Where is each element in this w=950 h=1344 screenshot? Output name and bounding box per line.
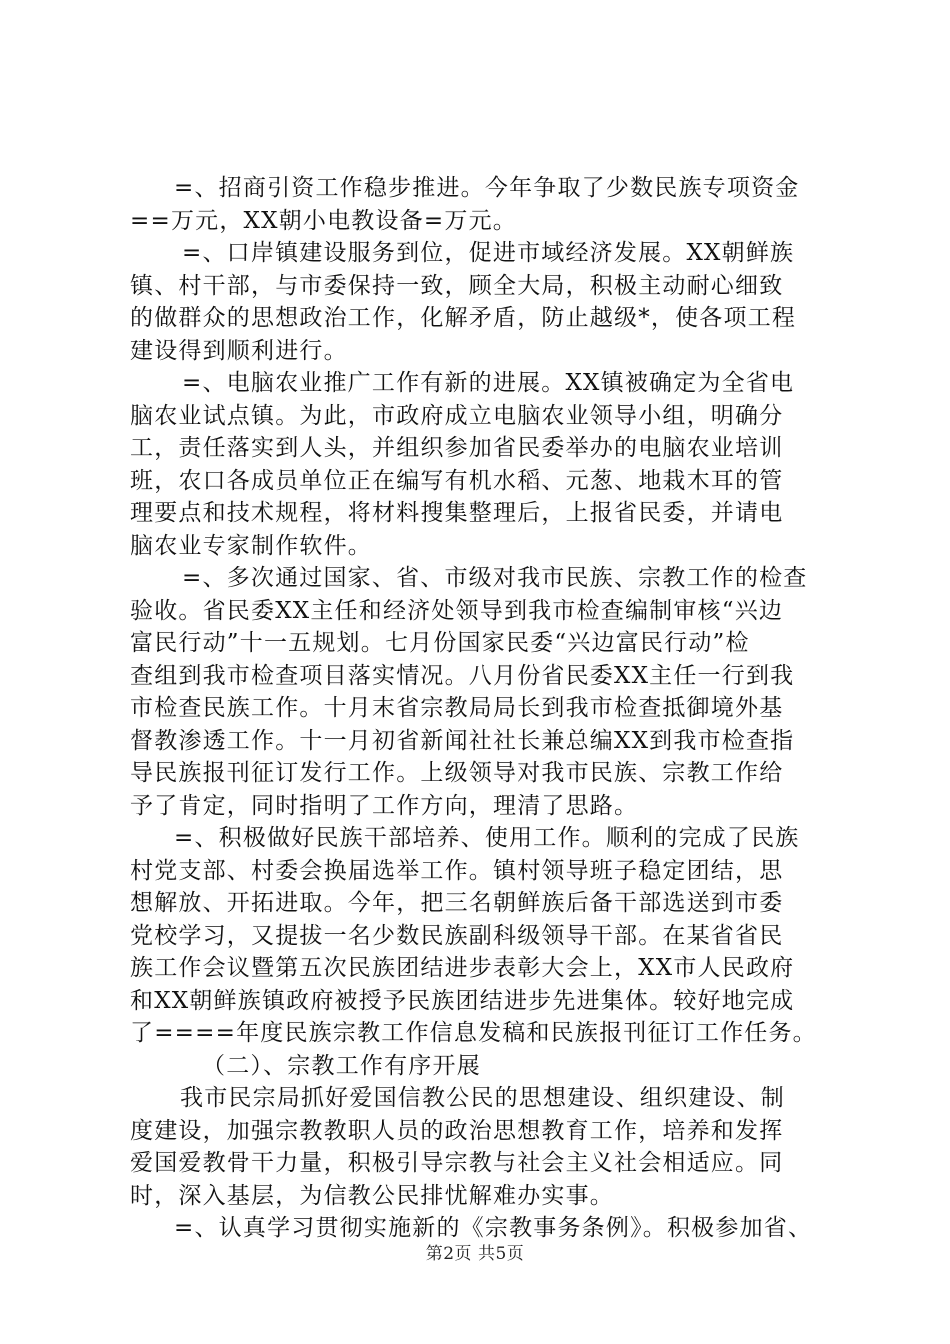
text-line: =、认真学习贯彻实施新的《宗教事务条例》。积极参加省、 bbox=[174, 1215, 813, 1241]
text-line: 的做群众的思想政治工作，化解矛盾，防止越级*，使各项工程 bbox=[130, 305, 797, 331]
text-line: =、口岸镇建设服务到位，促进市域经济发展。XX朝鲜族 bbox=[182, 240, 795, 266]
text-line: 村党支部、村委会换届选举工作。镇村领导班子稳定团结，思 bbox=[130, 857, 784, 884]
text-line: 镇、村干部，与市委保持一致，顾全大局，积极主动耐心细致 bbox=[130, 272, 784, 299]
text-line: 理要点和技术规程，将材料搜集整理后，上报省民委，并请电 bbox=[130, 500, 784, 526]
text-line: =、积极做好民族干部培养、使用工作。顺利的完成了民族 bbox=[174, 825, 800, 851]
text-line: 建设得到顺利进行。 bbox=[130, 337, 348, 364]
text-line: 想解放、开拓进取。今年，把三名朝鲜族后备干部选送到市委 bbox=[130, 890, 784, 916]
text-line: 予了肯定，同时指明了工作方向，理清了思路。 bbox=[130, 792, 639, 819]
text-line: 爱国爱教骨干力量，积极引导宗教与社会主义社会相适应。同 bbox=[130, 1150, 784, 1176]
text-line: 和XX朝鲜族镇政府被授予民族团结进步先进集体。较好地完成 bbox=[130, 987, 795, 1014]
text-line: 市检查民族工作。十月末省宗教局局长到我市检查抵御境外基 bbox=[130, 695, 784, 721]
document-body bbox=[130, 172, 850, 1245]
text-line: 富民行动”十一五规划。七月份国家民委“兴边富民行动”检 bbox=[130, 630, 750, 656]
text-line: ==万元，XX朝小电教设备=万元。 bbox=[130, 207, 517, 234]
text-line: 导民族报刊征订发行工作。上级领导对我市民族、宗教工作给 bbox=[130, 760, 784, 786]
text-line: 族工作会议暨第五次民族团结进步表彰大会上，XX市人民政府 bbox=[130, 955, 795, 981]
section-heading: （二）、宗教工作有序开展 bbox=[202, 1052, 481, 1079]
text-line: 工，责任落实到人头，并组织参加省民委举办的电脑农业培训 bbox=[130, 435, 784, 461]
text-line: 党校学习，又提拔一名少数民族副科级领导干部。在某省省民 bbox=[130, 922, 784, 949]
text-line: 查组到我市检查项目落实情况。八月份省民委XX主任一行到我 bbox=[130, 662, 795, 689]
text-line: 我市民宗局抓好爱国信教公民的思想建设、组织建设、制 bbox=[180, 1085, 785, 1111]
text-line: 了====年度民族宗教工作信息发稿和民族报刊征订工作任务。 bbox=[130, 1020, 817, 1046]
text-line: 督教渗透工作。十一月初省新闻社社长兼总编XX到我市检查指 bbox=[130, 727, 795, 754]
page-number-footer: 第2页 共5页 bbox=[425, 1244, 525, 1264]
text-line: =、电脑农业推广工作有新的进展。XX镇被确定为全省电 bbox=[182, 370, 795, 396]
text-line: 度建设，加强宗教教职人员的政治思想教育工作，培养和发挥 bbox=[130, 1117, 784, 1144]
text-line: 验收。省民委XX主任和经济处领导到我市检查编制审核“兴边 bbox=[130, 597, 784, 624]
text-line: 脑农业试点镇。为此，市政府成立电脑农业领导小组，明确分 bbox=[130, 402, 784, 429]
text-line: 班，农口各成员单位正在编写有机水稻、元葱、地栽木耳的管 bbox=[130, 467, 784, 494]
text-line: =、多次通过国家、省、市级对我市民族、宗教工作的检查 bbox=[182, 565, 808, 591]
text-line: 时，深入基层，为信教公民排忧解难办实事。 bbox=[130, 1182, 614, 1209]
text-line: =、招商引资工作稳步推进。今年争取了少数民族专项资金 bbox=[174, 175, 800, 201]
text-line: 脑农业专家制作软件。 bbox=[130, 532, 372, 559]
